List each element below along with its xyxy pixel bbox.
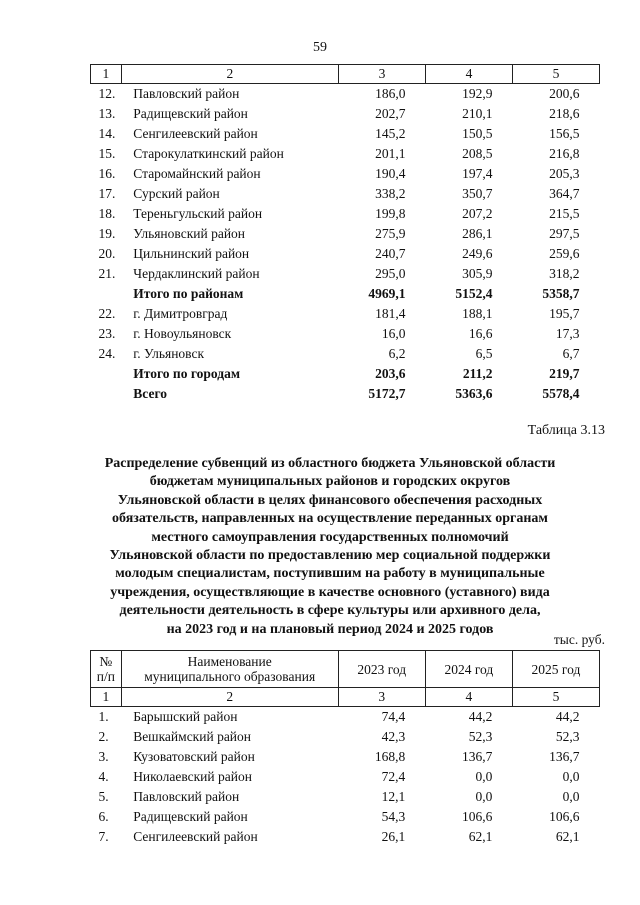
row-value-2023: 74,4 <box>381 709 406 724</box>
row-name: г. Ульяновск <box>133 346 205 361</box>
row-index: 14. <box>98 126 116 141</box>
row-name: Чердаклинский район <box>133 266 260 281</box>
table-row <box>91 144 600 164</box>
title-line: деятельности деятельность в сфере культуры или архивного дела, <box>119 603 541 619</box>
row-value-2024: 16,6 <box>468 326 493 341</box>
row-value-2024: 0,0 <box>475 769 493 784</box>
table-row <box>91 767 600 787</box>
row-value-2025: 52,3 <box>555 729 580 744</box>
table-row <box>91 204 600 224</box>
row-index: 15. <box>98 146 116 161</box>
row-value-2025: 195,7 <box>549 306 580 321</box>
row-value-2024: 286,1 <box>462 226 493 241</box>
row-value-2023: 26,1 <box>381 829 406 844</box>
title-line: молодым специалистам, поступившим на работу в муниципальные <box>115 566 545 582</box>
row-name: Цильнинский район <box>133 246 250 261</box>
row-value-2025: 215,5 <box>549 206 580 221</box>
row-value-2023: 42,3 <box>381 729 406 744</box>
row-value-2025: 136,7 <box>549 749 580 764</box>
header-cell: 4 <box>425 65 512 84</box>
row-value-2023: 72,4 <box>381 769 406 784</box>
table-row <box>91 344 600 364</box>
row-name: Сенгилеевский район <box>133 829 258 844</box>
row-value-2024: 136,7 <box>462 749 493 764</box>
header-row <box>91 651 600 688</box>
row-value-2024: 44,2 <box>468 709 493 724</box>
row-index <box>91 364 122 384</box>
table-label: Таблица 3.13 <box>527 423 605 438</box>
header-cell: 5 <box>512 688 599 707</box>
header-cell: 3 <box>338 688 425 707</box>
row-value-2023: 54,3 <box>381 809 406 824</box>
row-name: Николаевский район <box>133 769 252 784</box>
row-name: Итого по районам <box>133 286 244 301</box>
row-index: 18. <box>98 206 116 221</box>
row-index: 2. <box>98 729 109 744</box>
row-value-2024: 197,4 <box>462 166 493 181</box>
header-cell: 1 <box>91 688 122 707</box>
row-index: 19. <box>98 226 116 241</box>
row-name: Павловский район <box>133 86 240 101</box>
row-index <box>91 284 122 304</box>
row-value-2024: 249,6 <box>462 246 493 261</box>
row-index: 22. <box>98 306 116 321</box>
row-name: Всего <box>133 386 167 401</box>
row-name: Радищевский район <box>133 809 248 824</box>
table-row <box>91 264 600 284</box>
row-value-2025: 297,5 <box>549 226 580 241</box>
table-body <box>91 84 600 405</box>
row-value-2025: 216,8 <box>549 146 580 161</box>
row-name: Ульяновский район <box>133 226 246 241</box>
row-name: Павловский район <box>133 789 240 804</box>
table-body <box>91 707 600 848</box>
table-row <box>91 284 600 304</box>
row-value-2024: 5363,6 <box>455 386 493 401</box>
row-value-2023: 201,1 <box>375 146 406 161</box>
table-row <box>91 787 600 807</box>
table-row <box>91 384 600 404</box>
row-index: 1. <box>98 709 109 724</box>
row-index: 17. <box>98 186 116 201</box>
row-value-2023: 190,4 <box>375 166 406 181</box>
title-line: Распределение субвенций из областного бюджета Ульяновской области <box>104 456 556 471</box>
table-row <box>91 244 600 264</box>
header-cell: 1 <box>91 65 122 84</box>
header-number-cell <box>91 651 122 688</box>
header-cell: 2 <box>121 688 338 707</box>
table-row <box>91 224 600 244</box>
row-name: Старомайнский район <box>133 166 261 181</box>
row-value-2025: 0,0 <box>562 789 580 804</box>
row-index: 13. <box>98 106 116 121</box>
row-value-2025: 62,1 <box>555 829 580 844</box>
row-value-2023: 6,2 <box>388 346 406 361</box>
row-name: Итого по городам <box>133 366 241 381</box>
row-name: Сенгилеевский район <box>133 126 258 141</box>
row-name: г. Новоульяновск <box>133 326 232 341</box>
table-continuation <box>90 64 600 404</box>
table-row <box>91 364 600 384</box>
row-value-2024: 211,2 <box>462 366 493 381</box>
row-name: Радищевский район <box>133 106 248 121</box>
table-row <box>91 807 600 827</box>
row-value-2023: 202,7 <box>375 106 406 121</box>
row-value-2024: 208,5 <box>462 146 493 161</box>
title-line: бюджетам муниципальных районов и городских округов <box>149 474 511 490</box>
row-value-2023: 295,0 <box>375 266 406 281</box>
row-value-2024: 52,3 <box>468 729 493 744</box>
header-text: № <box>99 654 113 669</box>
row-value-2024: 6,5 <box>475 346 493 361</box>
table-row <box>91 184 600 204</box>
row-index: 5. <box>98 789 109 804</box>
header-name-cell <box>121 651 338 688</box>
row-value-2025: 0,0 <box>562 769 580 784</box>
row-value-2024: 188,1 <box>462 306 493 321</box>
table-row <box>91 707 600 728</box>
header-cell: 5 <box>512 65 599 84</box>
row-value-2024: 350,7 <box>462 186 493 201</box>
row-value-2025: 318,2 <box>549 266 580 281</box>
row-index: 21. <box>98 266 116 281</box>
row-value-2025: 106,6 <box>549 809 580 824</box>
row-index: 6. <box>98 809 109 824</box>
row-value-2023: 16,0 <box>381 326 406 341</box>
header-text: муниципального образования <box>144 669 316 684</box>
title-line: учреждения, осуществляющие в качестве основного (уставного) вида <box>110 584 550 600</box>
row-value-2024: 62,1 <box>468 829 493 844</box>
header-year-cell: 2024 год <box>425 651 512 688</box>
row-value-2024: 192,9 <box>462 86 493 101</box>
header-cell: 3 <box>338 65 425 84</box>
row-name: Тереньгульский район <box>133 206 263 221</box>
title-line: Ульяновской области в целях финансового обеспечения расходных <box>117 492 543 508</box>
header-text: п/п <box>96 669 115 684</box>
row-index: 24. <box>98 346 116 361</box>
row-name: Кузоватовский район <box>133 749 255 764</box>
table-row <box>91 124 600 144</box>
table-title <box>70 455 590 639</box>
row-value-2025: 17,3 <box>555 326 580 341</box>
table-row <box>91 324 600 344</box>
page-number: 59 <box>313 40 327 55</box>
row-value-2024: 106,6 <box>462 809 493 824</box>
row-value-2023: 338,2 <box>375 186 406 201</box>
row-index: 3. <box>98 749 109 764</box>
row-index: 23. <box>98 326 116 341</box>
row-value-2025: 200,6 <box>549 86 580 101</box>
header-text: Наименование <box>187 654 272 669</box>
title-line: Ульяновской области по предоставлению мер социальной поддержки <box>109 548 551 564</box>
table-row <box>91 827 600 847</box>
row-name: Вешкаймский район <box>133 729 252 744</box>
row-value-2025: 205,3 <box>549 166 580 181</box>
row-value-2024: 210,1 <box>462 106 493 121</box>
header-cell: 4 <box>425 688 512 707</box>
row-value-2023: 199,8 <box>375 206 406 221</box>
column-number-row <box>91 688 600 707</box>
row-value-2024: 207,2 <box>462 206 493 221</box>
row-value-2024: 5152,4 <box>455 286 493 301</box>
title-line: местного самоуправления государственных полномочий <box>151 529 509 545</box>
row-index: 7. <box>98 829 109 844</box>
row-value-2025: 156,5 <box>549 126 580 141</box>
row-value-2024: 0,0 <box>475 789 493 804</box>
table-row <box>91 727 600 747</box>
table-row <box>91 747 600 767</box>
row-value-2023: 181,4 <box>375 306 406 321</box>
row-value-2025: 44,2 <box>555 709 580 724</box>
row-index <box>91 384 122 404</box>
header-cell: 2 <box>121 65 338 84</box>
row-value-2024: 305,9 <box>462 266 493 281</box>
title-line: на 2023 год и на плановый период 2024 и 2025 годов <box>166 621 494 637</box>
row-value-2025: 219,7 <box>549 366 580 381</box>
header-year-cell: 2023 год <box>338 651 425 688</box>
row-value-2023: 203,6 <box>375 366 406 381</box>
table-row <box>91 304 600 324</box>
row-value-2025: 5358,7 <box>542 286 580 301</box>
table-row <box>91 104 600 124</box>
row-name: г. Димитровград <box>133 306 228 321</box>
column-number-row <box>91 65 600 84</box>
row-value-2025: 218,6 <box>549 106 580 121</box>
units-label: тыс. руб. <box>553 632 605 647</box>
table-row <box>91 84 600 105</box>
row-index: 12. <box>98 86 116 101</box>
row-value-2025: 364,7 <box>549 186 580 201</box>
row-value-2024: 150,5 <box>462 126 493 141</box>
row-value-2023: 12,1 <box>381 789 406 804</box>
row-value-2023: 5172,7 <box>368 386 406 401</box>
table-row <box>91 164 600 184</box>
row-value-2025: 6,7 <box>562 346 580 361</box>
row-value-2023: 4969,1 <box>368 286 406 301</box>
row-name: Барышский район <box>133 709 238 724</box>
row-name: Старокулаткинский район <box>133 146 284 161</box>
row-index: 16. <box>98 166 116 181</box>
row-value-2023: 168,8 <box>374 749 406 764</box>
row-value-2023: 240,7 <box>375 246 406 261</box>
row-value-2025: 259,6 <box>549 246 580 261</box>
row-value-2023: 186,0 <box>375 86 406 101</box>
row-value-2023: 275,9 <box>375 226 406 241</box>
row-value-2025: 5578,4 <box>542 386 580 401</box>
row-name: Сурский район <box>133 186 220 201</box>
row-index: 4. <box>98 769 109 784</box>
row-index: 20. <box>98 246 116 261</box>
row-value-2023: 145,2 <box>375 126 406 141</box>
title-line: обязательств, направленных на осуществление переданных органам <box>112 511 548 527</box>
header-year-cell: 2025 год <box>512 651 599 688</box>
subvention-table <box>90 650 600 847</box>
